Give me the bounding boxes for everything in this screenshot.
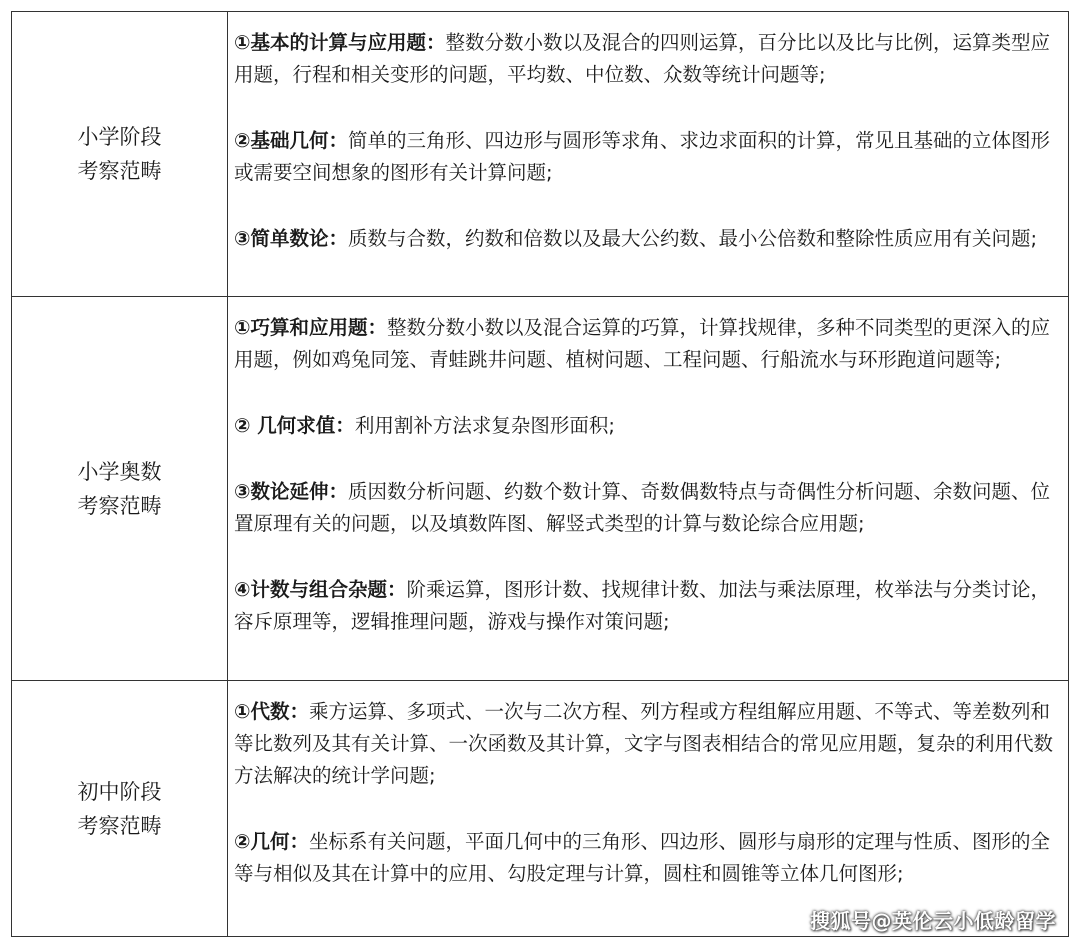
row-content-cell — [228, 12, 1069, 296]
list-item — [234, 476, 1058, 540]
item-title: ② 几何求值： — [234, 414, 355, 437]
item-title: ①代数： — [234, 700, 310, 723]
row-label-line: 初中阶段 — [77, 779, 162, 804]
row-label-cell — [12, 681, 228, 936]
item-text: 利用割补方法求复杂图形面积; — [354, 414, 615, 437]
item-text: 整数分数小数以及混合运算的巧算，计算找规律，多种不同类型的更深入的应用题，例如鸡兔同笼、青蛙跳井问题、植树问题、工程问题、行船流水与环形跑道问题等; — [234, 316, 1051, 371]
row-label-line: 小学阶段 — [77, 125, 162, 149]
item-title: ④计数与组合杂题： — [234, 578, 407, 601]
row-content-cell — [228, 681, 1069, 936]
list-item — [234, 574, 1058, 638]
row-label — [78, 120, 162, 188]
item-text: 质因数分析问题、约数个数计算、奇数偶数特点与奇偶性分析问题、余数问题、位置原理有关的问题，以及填数阵图、解竖式类型的计算与数论综合应用题; — [234, 480, 1051, 535]
item-title: ③简单数论： — [234, 227, 349, 250]
item-title: ①巧算和应用题： — [234, 316, 388, 339]
item-title: ①基本的计算与应用题： — [234, 31, 446, 54]
list-item — [234, 312, 1058, 376]
row-label-cell — [12, 12, 228, 296]
item-title: ②基础几何： — [234, 129, 349, 152]
list-item — [234, 125, 1058, 189]
item-title: ②几何： — [234, 830, 310, 853]
row-label-line: 考察范畴 — [77, 813, 162, 838]
row-label — [78, 455, 162, 523]
table-row — [12, 297, 1069, 681]
table-row — [12, 681, 1069, 937]
row-label-line: 考察范畴 — [77, 159, 162, 183]
item-text: 坐标系有关问题，平面几何中的三角形、四边形、圆形与扇形的定理与性质、图形的全等与相似及其在计算中的应用、勾股定理与计算，圆柱和圆锥等立体几何图形; — [234, 830, 1051, 885]
row-label — [78, 775, 162, 843]
item-text: 整数分数小数以及混合的四则运算，百分比以及比与比例，运算类型应用题，行程和相关变形的问题，平均数、中位数、众数等统计问题等; — [234, 31, 1051, 86]
item-text: 阶乘运算，图形计数、找规律计数、加法与乘法原理，枚举法与分类讨论，容斥原理等，逻辑推理问题，游戏与操作对策问题; — [234, 578, 1051, 633]
row-label-line: 考察范畴 — [77, 493, 162, 518]
table-row — [12, 12, 1069, 297]
row-label-line: 小学奥数 — [77, 459, 162, 484]
row-content-cell — [228, 297, 1069, 680]
list-item — [234, 826, 1058, 890]
item-text: 乘方运算、多项式、一次与二次方程、列方程或方程组解应用题、不等式、等差数列和等比数列及其有关计算、一次函数及其计算，文字与图表相结合的常见应用题，复杂的利用代数方法解决的统计学问题; — [234, 700, 1054, 787]
list-item — [234, 696, 1058, 792]
list-item — [234, 223, 1058, 255]
scope-table — [11, 11, 1069, 937]
watermark: 搜狐号@英伦云小低龄留学 — [810, 909, 1056, 933]
item-title: ③数论延伸： — [234, 480, 349, 503]
item-text: 简单的三角形、四边形与圆形等求角、求边求面积的计算，常见且基础的立体图形或需要空间想象的图形有关计算问题; — [234, 129, 1051, 184]
row-label-cell — [12, 297, 228, 680]
list-item — [234, 410, 1058, 442]
item-text: 质数与合数，约数和倍数以及最大公约数、最小公倍数和整除性质应用有关问题; — [348, 227, 1038, 250]
list-item — [234, 27, 1058, 91]
